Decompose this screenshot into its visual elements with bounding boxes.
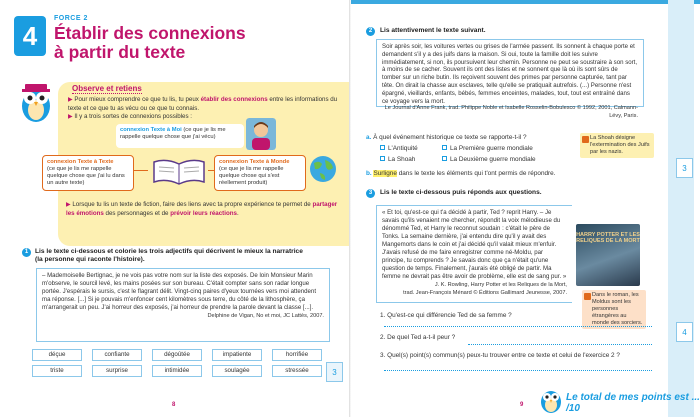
adjective-cell[interactable]: déçue bbox=[32, 349, 82, 361]
bullet-icon: ▶ bbox=[68, 114, 73, 120]
info-icon bbox=[584, 293, 591, 300]
answer-line[interactable] bbox=[384, 326, 652, 327]
exercise-3-question: Lis le texte ci-dessous puis réponds aux questions. bbox=[380, 189, 542, 196]
right-margin-band bbox=[668, 0, 694, 417]
score-box-ex2: 3 bbox=[676, 158, 693, 178]
adjective-cell[interactable]: intimidée bbox=[152, 365, 202, 377]
page-title bbox=[54, 24, 294, 62]
checkbox[interactable] bbox=[380, 145, 385, 150]
adjective-cell[interactable]: stressée bbox=[272, 365, 322, 377]
adjective-cell[interactable]: surprise bbox=[92, 365, 142, 377]
exercise-2-number: 2 bbox=[366, 27, 375, 36]
question-a: a. À quel événement historique ce texte se rapporte-t-il ? bbox=[366, 134, 527, 141]
exercise-2-source: Le Journal d'Anne Frank, trad. Philippe Noble et Isabelle Rosselin-Bobulesco © 1992, 2001, Calmann-Lévy, Paris. bbox=[384, 105, 638, 120]
exercise-1-question: Lis le texte ci-dessous et colorie les trois adjectifs qui décrivent le mieux la narratrice (la personne qui raconte l'histoire). bbox=[35, 248, 303, 263]
score-box-ex1: 3 bbox=[326, 362, 343, 382]
answer-line[interactable] bbox=[384, 370, 652, 371]
book-gutter bbox=[349, 0, 351, 417]
question-3-2: 2. De quel Ted a-t-il peur ? bbox=[380, 334, 456, 341]
option-row-3: La Shoah bbox=[380, 156, 415, 164]
adjective-cell[interactable]: impatiente bbox=[212, 349, 262, 361]
exercise-3-source-2: trad. Jean-François Ménard © Éditions Gallimard Jeunesse, 2007. bbox=[403, 290, 567, 296]
adjective-cell[interactable]: confiante bbox=[92, 349, 142, 361]
owl-mascot-icon bbox=[16, 78, 56, 124]
score-box-ex3: 4 bbox=[676, 322, 693, 342]
exercise-3-text: « Et toi, qu'est-ce qui t'a décidé à partir, Ted ? reprit Harry. – Je savais qu'ils venaient me chercher, répondit la voix mélodieuse du dénommé Ted, et Harry le reconnut soudain : c'était le père de Tonks. La semaine dernière, j'ai entendu dire qu'il y avait des Mangemorts dans le coin et j'ai décidé qu'il valait mieux m'enfuir. J'avais refusé de me faire enregistrer comme né-Moldu, par principe, tu comprends ? Je savais donc que ça n'était qu'une question de temps. Finalement, j'aurais été obligé de partir. Ma femme ne devrait pas être avoir de problème, elle est de sang pur. » J. K. Rowling, Harry Potter et les Reliques de la Mort, trad. Jean-François Ménard © Éditions Gallimard Jeunesse, 2007. bbox=[376, 205, 572, 303]
observe-para-1: ▶ Pour mieux comprendre ce que tu lis, tu peux établir des connexions entre les informations du texte et ce que tu as vécu ou ce que tu connais. bbox=[68, 96, 338, 112]
answer-line[interactable] bbox=[468, 344, 652, 345]
connection-moi: connexion Texte à Moi (ce que je lis me rappelle quelque chose que j'ai vécu) bbox=[116, 124, 244, 148]
exercise-1-number: 1 bbox=[22, 248, 31, 257]
connection-monde: connexion Texte à Monde (ce que je lis me rappelle quelque chose qui s'est réellement produit) bbox=[214, 155, 306, 191]
arrow-left bbox=[134, 170, 148, 171]
question-3-1: 1. Qu'est-ce qui différencie Ted de sa femme ? bbox=[380, 312, 512, 319]
checkbox[interactable] bbox=[442, 156, 447, 161]
open-book-icon bbox=[150, 156, 208, 186]
owl-mascot-small-icon bbox=[538, 384, 564, 414]
option-row-4: La Deuxième guerre mondiale bbox=[442, 156, 536, 164]
shoah-note: La Shoah désigne l'extermination des Juifs par les nazis. bbox=[580, 133, 654, 158]
page-number-left: 8 bbox=[172, 402, 176, 408]
observe-para-2: ▶ Il y a trois sortes de connexions possibles : bbox=[68, 113, 192, 120]
total-points: Le total de mes points est ... /10 bbox=[566, 392, 700, 414]
chapter-badge: 4 bbox=[14, 16, 46, 56]
bullet-icon: ▶ bbox=[68, 97, 73, 103]
force-label: FORCE 2 bbox=[54, 15, 88, 22]
question-3-3: 3. Quel(s) point(s) commun(s) peux-tu trouver entre ce texte et celui de l'exercice 2 ? bbox=[380, 352, 620, 359]
globe-icon bbox=[306, 154, 340, 184]
info-icon bbox=[582, 136, 589, 143]
checkbox[interactable] bbox=[380, 156, 385, 161]
title-line-2: à partir du texte bbox=[54, 42, 186, 62]
adjective-cell[interactable]: triste bbox=[32, 365, 82, 377]
observe-title: Observe et retiens bbox=[72, 84, 142, 93]
question-b: b. Surligne dans le texte les éléments qui t'ont permis de répondre. bbox=[366, 170, 556, 177]
exercise-1-text: – Mademoiselle Bertignac, je ne vois pas votre nom sur la liste des exposés. De loin Monsieur Marin m'observe, le sourcil levé, les mains posées sur son bureau. C'était compter sans son radar longue portée. J'espérais le sursis, c'est le flagrant délit. Vingt-cinq paires d'yeux tournées vers moi attendent ma réponse. [...] Si je pouvais m'enfoncer cent kilomètres sous terre, du côté de la lithosphère, ça m'arrangerait un peu. J'ai horreur des exposés, j'ai horreur de prendre la parole devant la classe [...]. Delphine de Vigan, No et moi, JC Lattès, 2007. bbox=[36, 268, 330, 342]
exercise-1-source: Delphine de Vigan, No et moi, JC Lattès, 2007. bbox=[207, 313, 324, 320]
bullet-icon: ▶ bbox=[66, 202, 71, 208]
connection-texte: connexion Texte à Texte (ce que je lis me rappelle quelque chose que j'ai lu dans un autre texte) bbox=[42, 155, 134, 191]
child-portrait-icon bbox=[246, 118, 276, 150]
exercise-3-number: 3 bbox=[366, 189, 375, 198]
exercise-2-question: Lis attentivement le texte suivant. bbox=[380, 27, 486, 34]
observe-para-3: ▶ Lorsque tu lis un texte de fiction, faire des liens avec ta propre expérience te permet de partager les émotions des personnages et de prévoir leurs réactions. bbox=[66, 201, 338, 217]
option-row-1: L'Antiquité bbox=[380, 145, 418, 153]
checkbox[interactable] bbox=[442, 145, 447, 150]
exercise-3-source-1: J. K. Rowling, Harry Potter et les Reliques de la Mort, bbox=[434, 282, 567, 288]
page-number-right: 9 bbox=[520, 402, 524, 408]
option-row-2: La Première guerre mondiale bbox=[442, 145, 533, 153]
harry-potter-book-cover: HARRY POTTER ET LES RELIQUES DE LA MORT bbox=[576, 224, 640, 286]
title-line-1: Établir des connexions bbox=[54, 23, 246, 43]
exercise-2-text: Soir après soir, les voitures vertes ou grises de l'armée passent. Ils sonnent à chaque porte et demandent s'il y a des juifs dans la maison. Si oui, toute la famille doit les suivre immédiatement, si non, ils poursuivent leur chemin. Personne ne peut se soustraire à son sort, à moins de se cacher. Souvent ils ont des listes et ne sonnent que là où ils sont sûrs de tomber sur un riche butin. Ils reçoivent souvent des primes par personne capturée, tant par tête. On dirait la chasse aux esclaves, telle qu'elle se pratiquait autrefois. (...) Personne n'est épargné, vieillards, enfants, bébés, femmes enceintes, malades, tout, tout est entraîné dans ce voyage vers la mort. Le Journal d'Anne Frank, trad. Philippe Noble et Isabelle Rosselin-Bobulesco © 1992, 2001, Calmann-Lévy, Paris. bbox=[376, 39, 644, 107]
adjective-cell[interactable]: dégoûtée bbox=[152, 349, 202, 361]
moldu-note: Dans le roman, les Moldus sont les personnes étrangères au monde des sorciers. bbox=[582, 290, 646, 329]
adjective-cell[interactable]: soulagée bbox=[212, 365, 262, 377]
adjective-cell[interactable]: horrifiée bbox=[272, 349, 322, 361]
